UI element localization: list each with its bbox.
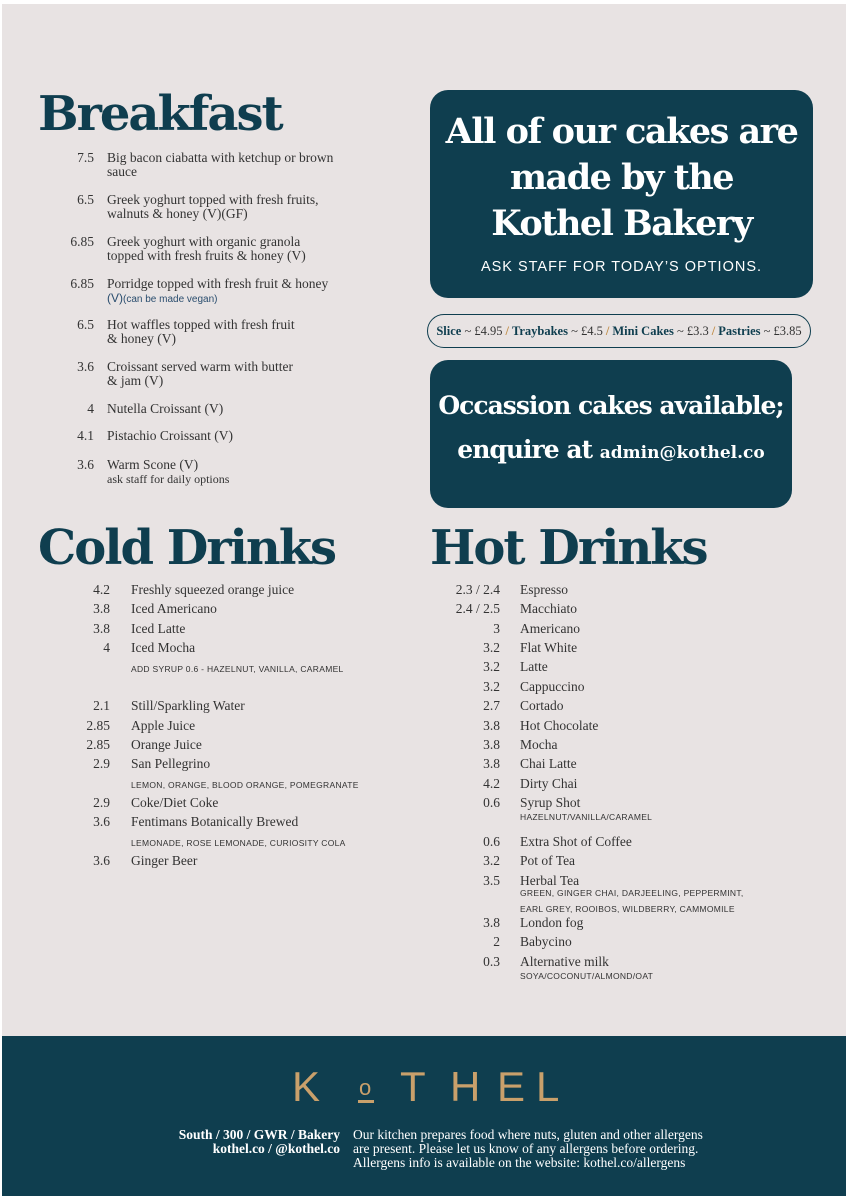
cakes-banner bbox=[430, 90, 813, 298]
cold-drinks-heading: Cold Drinks bbox=[38, 520, 336, 576]
menu-page: Breakfast 7.5 Big bacon ciabatta with ketchup or brown sauce 6.5 Greek yoghurt topped with fresh fruits, walnuts & honey (V)(GF) 6.85 Greek yoghurt with organic granola topped with fresh fruits & honey (V) 6.85 Porridge topped with fresh fruit & honey (V)(can be made vegan) 6.5 Hot waffles topped with fresh fruit & honey (V) 3.6 Croissant served warm with butter & jam (V) 4 Nutella Croissant (V) 4.1 Pistachio Croissant (V) 3.6 Warm Scone (V) ask staff for daily options All of our cakes are made by the Kothel Bakery ASK STAFF FOR TODAY’S OPTIONS. Slice ~ £4.95 / Traybakes ~ £4.5 / Mini Cakes ~ £3.3 / Pastries ~ £3.85 Occassion cakes available; enquire at admin@kothel.co Cold Drinks 4.2 Freshly squeezed orange juice 3.8 Iced Americano 3.8 Iced Latte 4 Iced Mocha ADD SYRUP 0.6 - HAZELNUT, VANILLA, CARAMEL 2.1 Still/Sparkling Water 2.85 Apple Juice 2.85 Orange Juice 2.9 San Pellegrino LEMON, ORANGE, BLOOD ORANGE, POMEGRANATE 2.9 Coke/Diet Coke 3.6 Fentimans Botanically Brewed LEMONADE, ROSE LEMONADE, CURIOSITY COLA 3.6 Ginger Beer Hot Drinks 2.3 / 2.4 Espresso 2.4 / 2.5 Macchiato 3 Americano 3.2 Flat White 3.2 Latte 3.2 Cappuccino 2.7 Cortado 3.8 Hot Chocolate 3.8 Mocha 3.8 Chai Latte 4.2 Dirty Chai 0.6 Syrup Shot HAZELNUT/VANILLA/CARAMEL 0.6 Extra Shot of Coffee 3.2 Pot of Tea 3.5 Herbal Tea GREEN, GINGER CHAI, DARJEELING, PEPPERMINT, EARL GREY, ROOIBOS, WILDBERRY, CAMMOMILE 3.8 London fog 2 Babycino 0.3 Alternative milk SOYA/COCONUT/ALMOND/OAT K o T H E L South / 300 / GWR / Bakery kothel.co / @kothel.co Our kitchen prepares food where nuts, gluten and other allergens are present. Please let us know of any allergens before ordering. Allergens info is available on the website: kothel.co/allergens bbox=[2, 4, 846, 1196]
occasion-cakes-banner: Occassion cakes available; enquire at admin@kothel.co bbox=[430, 360, 792, 508]
cakes-title: All of our cakes are made by the Kothel Bakery bbox=[445, 111, 798, 244]
cake-prices-bar: Slice ~ £4.95 / Traybakes ~ £4.5 / Mini Cakes ~ £3.3 / Pastries ~ £3.85 bbox=[427, 314, 811, 348]
footer bbox=[2, 1036, 846, 1196]
footer-allergen-notice: Our kitchen prepares food where nuts, gluten and other allergens are present. Please let us know of any allergens before ordering. Allergens info is available on the website: kothel.co/allergens bbox=[353, 1127, 703, 1170]
hot-drinks-heading: Hot Drinks bbox=[430, 520, 707, 576]
footer-locations: South / 300 / GWR / Bakery kothel.co / @kothel.co bbox=[178, 1127, 340, 1156]
breakfast-heading: Breakfast bbox=[38, 86, 282, 142]
email-link[interactable]: admin@kothel.co bbox=[599, 443, 765, 463]
kothel-logo: K o T H E L bbox=[292, 1063, 560, 1110]
cakes-subtitle: ASK STAFF FOR TODAY’S OPTIONS. bbox=[480, 259, 763, 275]
